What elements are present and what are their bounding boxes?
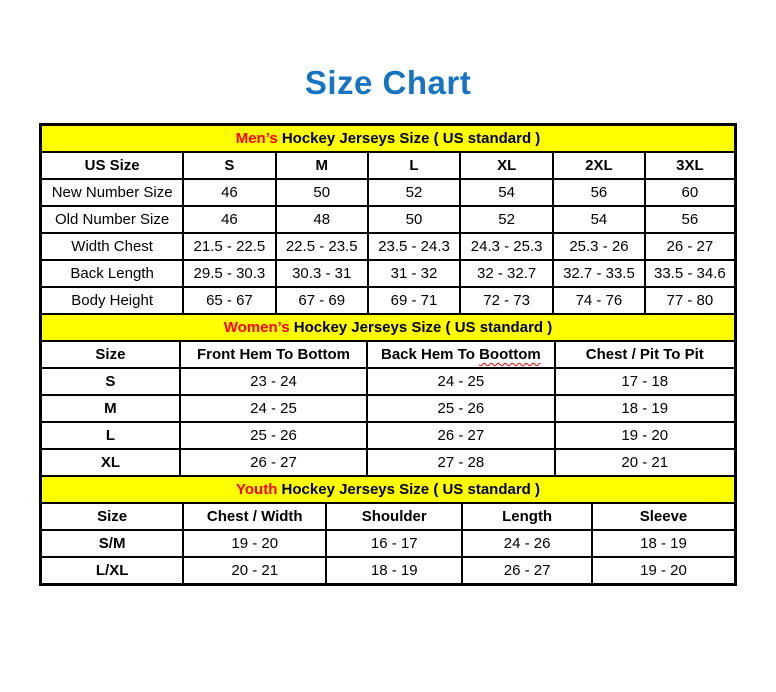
size-value-cell: 65 - 67 xyxy=(183,287,275,314)
size-value-cell: 54 xyxy=(460,179,553,206)
mens-section-title-highlight: Men’s xyxy=(235,130,278,147)
size-value-cell: 67 - 69 xyxy=(276,287,368,314)
header-text: Back Hem To xyxy=(380,346,480,363)
mens-column-header: US Size xyxy=(41,152,183,179)
size-value-cell: 25 - 26 xyxy=(367,395,554,422)
size-value-cell: 22.5 - 23.5 xyxy=(276,233,368,260)
row-label: Back Length xyxy=(41,260,183,287)
womens-section-title-highlight: Women’s xyxy=(223,319,290,336)
row-label: L/XL xyxy=(41,557,183,584)
size-value-cell: 48 xyxy=(276,206,368,233)
size-value-cell: 26 - 27 xyxy=(367,422,554,449)
youth-column-header: Chest / Width xyxy=(183,503,326,530)
womens-section-title-text: Hockey Jerseys Size ( US standard ) xyxy=(289,319,553,336)
size-value-cell: 20 - 21 xyxy=(555,449,735,476)
size-value-cell: 26 - 27 xyxy=(462,557,592,584)
mens-column-header: M xyxy=(276,152,368,179)
youth-section-title-text: Hockey Jerseys Size ( US standard ) xyxy=(277,481,540,498)
womens-table-row xyxy=(41,368,735,395)
row-label: L xyxy=(41,422,180,449)
row-label: S/M xyxy=(41,530,183,557)
mens-size-table xyxy=(40,124,736,315)
size-value-cell: 56 xyxy=(645,206,735,233)
womens-size-table xyxy=(40,313,736,477)
youth-section-title xyxy=(41,476,735,503)
mens-table-row xyxy=(41,206,735,233)
size-value-cell: 27 - 28 xyxy=(367,449,554,476)
page-title: Size Chart xyxy=(304,64,472,101)
size-value-cell: 33.5 - 34.6 xyxy=(645,260,735,287)
size-value-cell: 52 xyxy=(460,206,553,233)
womens-table-row xyxy=(41,395,735,422)
size-value-cell: 26 - 27 xyxy=(180,449,367,476)
mens-section-title-text: Hockey Jerseys Size ( US standard ) xyxy=(277,130,541,147)
womens-column-header: Front Hem To Bottom xyxy=(180,341,367,368)
size-value-cell: 77 - 80 xyxy=(645,287,735,314)
size-value-cell: 19 - 20 xyxy=(592,557,735,584)
row-label: Body Height xyxy=(41,287,183,314)
size-value-cell: 24.3 - 25.3 xyxy=(460,233,553,260)
youth-column-header: Size xyxy=(41,503,183,530)
mens-column-header: L xyxy=(368,152,460,179)
size-value-cell: 29.5 - 30.3 xyxy=(183,260,275,287)
row-label: S xyxy=(41,368,180,395)
womens-column-header: Size xyxy=(41,341,180,368)
size-value-cell: 50 xyxy=(368,206,460,233)
mens-column-header: XL xyxy=(460,152,553,179)
mens-column-header: 2XL xyxy=(553,152,645,179)
row-label: XL xyxy=(41,449,180,476)
size-value-cell: 25 - 26 xyxy=(180,422,367,449)
size-value-cell: 18 - 19 xyxy=(592,530,735,557)
size-value-cell: 23.5 - 24.3 xyxy=(368,233,460,260)
size-value-cell: 18 - 19 xyxy=(326,557,462,584)
size-value-cell: 24 - 25 xyxy=(367,368,554,395)
row-label: Width Chest xyxy=(41,233,183,260)
size-value-cell: 19 - 20 xyxy=(555,422,735,449)
size-value-cell: 32 - 32.7 xyxy=(460,260,553,287)
size-value-cell: 46 xyxy=(183,206,275,233)
youth-table-row xyxy=(41,530,735,557)
row-label: New Number Size xyxy=(41,179,183,206)
size-value-cell: 60 xyxy=(645,179,735,206)
size-value-cell: 17 - 18 xyxy=(555,368,735,395)
womens-table-row xyxy=(41,422,735,449)
mens-section-title xyxy=(41,125,735,152)
womens-section-title xyxy=(41,314,735,341)
size-chart-container xyxy=(39,123,737,586)
size-value-cell: 74 - 76 xyxy=(553,287,645,314)
mens-table-row xyxy=(41,233,735,260)
youth-column-header: Sleeve xyxy=(592,503,735,530)
womens-column-header xyxy=(367,341,554,368)
size-value-cell: 69 - 71 xyxy=(368,287,460,314)
size-value-cell: 46 xyxy=(183,179,275,206)
youth-section-title-highlight: Youth xyxy=(236,481,278,498)
size-value-cell: 24 - 25 xyxy=(180,395,367,422)
size-value-cell: 52 xyxy=(368,179,460,206)
mens-table-row xyxy=(41,179,735,206)
mens-table-row xyxy=(41,260,735,287)
size-value-cell: 24 - 26 xyxy=(462,530,592,557)
size-value-cell: 31 - 32 xyxy=(368,260,460,287)
size-value-cell: 26 - 27 xyxy=(645,233,735,260)
size-value-cell: 72 - 73 xyxy=(460,287,553,314)
misspelled-word: Boottom xyxy=(479,346,541,363)
size-value-cell: 56 xyxy=(553,179,645,206)
womens-table-row xyxy=(41,449,735,476)
mens-column-header: S xyxy=(183,152,275,179)
row-label: M xyxy=(41,395,180,422)
youth-size-table xyxy=(40,475,736,585)
size-value-cell: 21.5 - 22.5 xyxy=(183,233,275,260)
size-value-cell: 19 - 20 xyxy=(183,530,326,557)
size-value-cell: 16 - 17 xyxy=(326,530,462,557)
size-value-cell: 20 - 21 xyxy=(183,557,326,584)
youth-column-header: Shoulder xyxy=(326,503,462,530)
size-value-cell: 30.3 - 31 xyxy=(276,260,368,287)
youth-table-row xyxy=(41,557,735,584)
size-value-cell: 18 - 19 xyxy=(555,395,735,422)
mens-table-row xyxy=(41,287,735,314)
size-value-cell: 32.7 - 33.5 xyxy=(553,260,645,287)
size-value-cell: 54 xyxy=(553,206,645,233)
size-value-cell: 50 xyxy=(276,179,368,206)
youth-column-header: Length xyxy=(462,503,592,530)
mens-column-header: 3XL xyxy=(645,152,735,179)
size-value-cell: 23 - 24 xyxy=(180,368,367,395)
row-label: Old Number Size xyxy=(41,206,183,233)
size-value-cell: 25.3 - 26 xyxy=(553,233,645,260)
womens-column-header: Chest / Pit To Pit xyxy=(555,341,735,368)
